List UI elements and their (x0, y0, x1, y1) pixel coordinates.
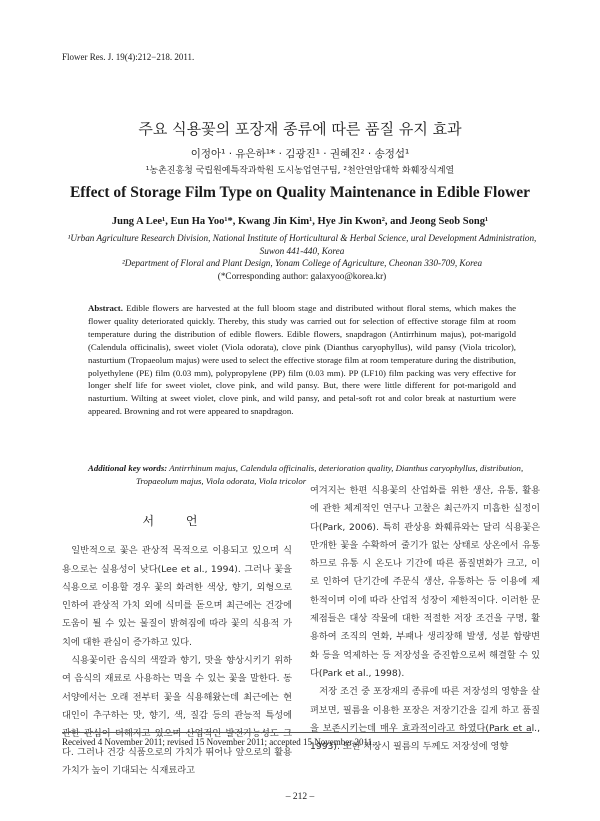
affiliation-1: ¹Urban Agriculture Research Division, National Institute of Horticultural & Herbal Science, ural Development Administration, Suwon 441-440, Korea (67, 233, 537, 256)
section-heading: 서 언 (142, 514, 212, 528)
footnote-divider (62, 732, 532, 733)
abstract-text: Edible flowers are harvested at the full bloom stage and distributed without floral stems, which makes the flower quality deteriorated quickly. Thereby, this study was carried out for selection of effective storage film at room temperature during the distribution of edible flowers. Edible flowers, snapdragon (Antirrhinum majus), pot-marigold (Calendula officinalis), sweet violet (Viola odorata), clove pink (Dianthus caryophyllus), wild pansy (Viola tricolor), nasturtium (Tropaeolum majus) were used to select the effective storage film at room temperature during the distribution, polyethylene (PE) film (0.03 mm), polypropylene (PP) film (0.03 mm). PP (LF10) film packing was very effective for longer shelf life for sweet violet, clove pink, and wild pansy. But, there were little different for pot-marigold and nasturtium. Wilting at sweet violet, clove pink, and wild pansy, and petal-soft rot and color break at nasturtium were appeared. Browning and rot were appeared to snapdragon. (88, 303, 517, 417)
paragraph: 일반적으로 꽃은 관상적 목적으로 이용되고 있으며 식용으로는 실용성이 낮다(Lee et al., 1994). 그러나 꽃을 식용으로 이용할 경우 꽃의 화려한 색상, 향기, 외형으로 인하여 관상적 가치 외에 식미를 돋으며 최근에는 건강에 도움이 될 수 있는 물질이 밝혀짐에 따라 꽃의 식용적 가치에 대한 관심이 증가하고 있다. (62, 545, 292, 648)
keywords-text: Antirrhinum majus, Calendula officinalis, deterioration quality, Dianthus caryophyllus, distribution, Tropaeolum majus, Viola odorata, Viola tricolor (136, 463, 524, 486)
affiliation-2: ²Department of Floral and Plant Design, Yonam College of Agriculture, Cheonan 330-709, Korea (121, 258, 483, 268)
journal-citation: Flower Res. J. 19(4):212−218. 2011. (62, 52, 195, 62)
english-title: Effect of Storage Film Type on Quality Maintenance in Edible Flower (69, 184, 531, 201)
corresponding-author: (*Corresponding author: galaxyoo@korea.kr) (217, 270, 387, 281)
keywords-label: Additional key words: (88, 463, 168, 473)
abstract-label: Abstract. (88, 303, 123, 313)
korean-affiliations: ¹농촌진흥청 국립원예특작과학원 도시농업연구팀, ²천안연암대학 화훼장식계열 (145, 166, 455, 176)
page-number: – 212 – (285, 792, 315, 802)
received-dates: Received 4 November 2011; revised 15 November 2011; accepted 15 November 2011. (62, 737, 375, 747)
abstract (88, 302, 516, 418)
body-column-right (310, 482, 540, 756)
paragraph: 여겨지는 한편 식용꽃의 산업화를 위한 생산, 유통, 활용에 관한 체계적인 연구나 고찰은 최근까지 미흡한 실정이다(Park, 2006). 특히 관상용 화훼류와는 달리 식용꽃은 만개한 꽃을 수확하여 줄기가 없는 상태로 상온에서 유통하므로 유통 시 온도나 기간에 따른 품질변화가 크고, 이로 인하여 단기간에 주문식 생산, 유통하는 등 이용에 제한적이며 이에 따라 산업적 성장이 제한적이다. 이러한 문제점들은 대상 작물에 대한 적절한 저장 조건을 구명, 활용하여 조직의 연화, 부패나 생리장해 발생, 성분 함량변화 등을 억제하는 등 저장성을 증진함으로써 해결할 수 있다(Park et al., 1998). (310, 485, 540, 679)
korean-authors: 이정아¹ · 유은하¹* · 김광진¹ · 권혜진² · 송정섭¹ (190, 148, 410, 160)
english-affiliations (62, 232, 542, 282)
korean-title: 주요 식용꽃의 포장재 종류에 따른 품질 유지 효과 (138, 120, 462, 138)
paragraph: 저장 조건 중 포장재의 종류에 따른 저장성의 영향을 살펴보면, 필름을 이용한 포장은 저장기간을 길게 하고 품질을 보존시키는데 매우 효과적이라고 하였다(Park et al., 1993). 또한 저장시 필름의 두께도 저장성에 영향 (310, 686, 540, 753)
english-authors: Jung A Lee¹, Eun Ha Yoo¹*, Kwang Jin Kim¹, Hye Jin Kwon², and Jeong Seob Song¹ (111, 216, 489, 227)
paragraph: 식용꽃이란 음식의 색깔과 향기, 맛을 향상시키기 위하여 음식의 재료로 사용하는 먹을 수 있는 꽃을 말한다. 동서양에서는 오래 전부터 꽃을 식용해왔는데 최근에는 현대인이 추구하는 맛, 향기, 색, 질감 등의 관능적 특성에 관한 관심이 더해지고 있으며 산업적인 발전가능성도 크다. 그러나 건강 식품으로의 가치가 뛰어나 앞으로의 활용가치가 높이 기대되는 식재료라고 (62, 655, 292, 776)
